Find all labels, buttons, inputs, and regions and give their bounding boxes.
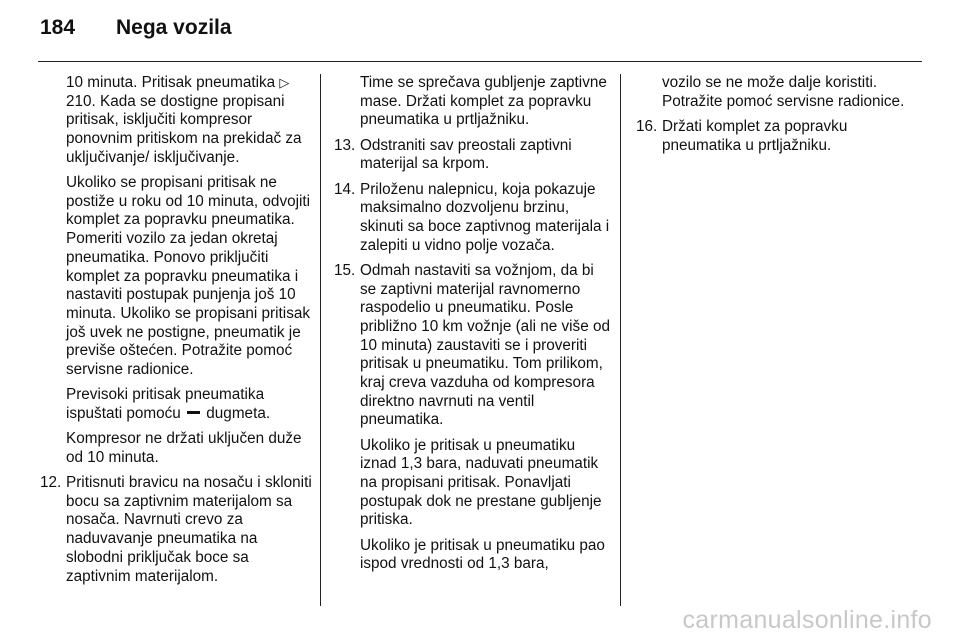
page-number: 184 [40, 16, 76, 39]
page-reference-arrow-icon[interactable]: ▷ [279, 75, 290, 90]
paragraph-release-pressure: Previsoki pritisak pneumatika ispuštati pomoću dugmeta. [66, 386, 271, 422]
header-rule [38, 61, 922, 62]
paragraph-continuation: vozilo se ne može dalje koristiti. Potražite pomoć servisne radionice. [662, 74, 905, 110]
step-number: 12. [40, 474, 62, 492]
step-number: 15. [334, 261, 356, 279]
step-text: Odmah nastaviti sa vožnjom, da bi se zaptivni materijal ravnomerno raspodelio u pneumatiku. Posle približno 10 km vožnje (ali ne više od 10 minuta) zaustaviti se i proveriti pritisak u pneumatiku. Tom prilikom, kraj creva vazduha od kompresora direktno navrnuti na ventil pneumatika. [360, 261, 610, 429]
step-13 [334, 137, 610, 174]
watermark: carmanualsonline.info [682, 606, 932, 634]
step-body [360, 262, 610, 574]
minus-button-icon [187, 411, 200, 414]
step-16 [636, 118, 926, 155]
step-14 [334, 181, 610, 256]
step-number: 13. [334, 136, 356, 154]
paragraph-pressure-not-reached: Ukoliko se propisani pritisak ne postiže u roku od 10 minuta, odvojiti komplet za popravku pneumatika. Pomeriti vozilo za jedan okretaj pneumatika. Ponovo priključiti komplet za popravku pneumatika i nastaviti postupak punjenja još 10 minuta. Ukoliko se propisani pritisak još uvek ne postigne, pneumatik je previše oštećen. Potražite pomoć servisne radionice. [66, 174, 311, 379]
column-divider [620, 74, 621, 606]
paragraph-inflation-time: 10 minuta. Pritisak pneumatika ▷ 210. Kada se dostigne propisani pritisak, isključiti kompresor ponovnim pritiskom na prekidač za uključivanje/ isključivanje. [66, 74, 302, 166]
step-text: Odstraniti sav preostali zaptivni materijal sa krpom. [360, 136, 572, 173]
step-text: Držati komplet za popravku pneumatika u prtljažniku. [662, 117, 848, 154]
step-number: 14. [334, 180, 356, 198]
page-title: Nega vozila [116, 16, 232, 39]
step-text: Ukoliko je pritisak u pneumatiku iznad 1,3 bara, naduvati pneumatik na propisani pritisak. Ponavljati postupak dok ne prestane gubljenje pritiska. [360, 436, 602, 529]
page-reference-link[interactable]: 210 [66, 92, 92, 110]
step-15 [334, 262, 610, 574]
step-number: 16. [636, 117, 658, 135]
step-12 [40, 474, 312, 586]
column-divider [320, 74, 321, 606]
paragraph-continuation: Time se sprečava gubljenje zaptivne mase. Držati komplet za popravku pneumatika u prtljažniku. [360, 74, 607, 129]
step-text: Ukoliko je pritisak u pneumatiku pao ispod vrednosti od 1,3 bara, [360, 536, 605, 573]
step-text: Priloženu nalepnicu, koja pokazuje maksimalno dozvoljenu brzinu, skinuti sa boce zaptivnog materijala i zalepiti u vidno polje vozača. [360, 180, 610, 254]
text-column-1 [40, 74, 312, 593]
paragraph-compressor-limit: Kompresor ne držati uključen duže od 10 minuta. [66, 430, 302, 466]
text-column-3 [636, 74, 926, 162]
step-text: Pritisnuti bravicu na nosaču i skloniti bocu sa zaptivnim materijalom sa nosača. Navrnuti crevo za naduvavanje pneumatika na slobodni priključak boce sa zaptivnim materijalom. [66, 474, 312, 585]
text-column-2 [334, 74, 610, 581]
